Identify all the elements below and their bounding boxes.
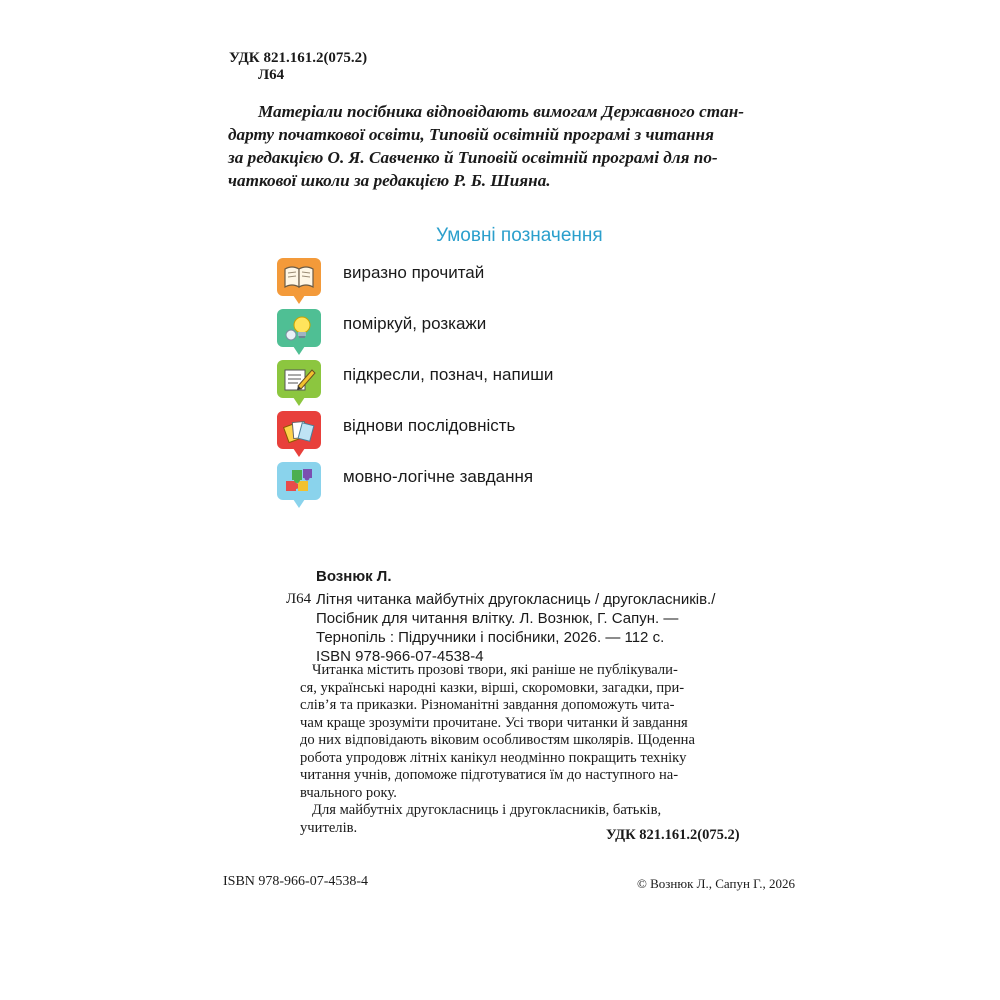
legend-item-logic bbox=[277, 462, 677, 508]
annotation-line: учителів. bbox=[300, 819, 358, 836]
pencil-note-icon bbox=[277, 360, 321, 398]
annotation-line: до них відповідають віковим особливостям школярів. Щоденна bbox=[300, 732, 695, 748]
annotation-line: робота упродовж літніх канікул неодмінно покращить техніку bbox=[300, 749, 687, 766]
annotation-line: Читанка містить прозові твори, які раніше не публікували- bbox=[312, 662, 678, 678]
catalog-annotation bbox=[300, 662, 770, 837]
legend-item-sequence bbox=[277, 411, 677, 457]
legend-item-write bbox=[277, 360, 677, 406]
annotation-line: Для майбутніх другокласниць і другокласників, батьків, bbox=[312, 802, 662, 818]
library-code: Л64 bbox=[258, 67, 285, 83]
annotation-line: читання учнів, допоможе підготуватися їм до наступного на- bbox=[300, 767, 679, 783]
catalog-title-line: Літня читанка майбутніх другокласниць / другокласників./ bbox=[316, 591, 716, 608]
standards-note-line: за редакцією О. Я. Савченко й Типовій освітній програмі для по- bbox=[228, 148, 718, 167]
catalog-title-line: Посібник для читання влітку. Л. Вознюк, Г. Сапун. — bbox=[316, 610, 679, 627]
footer-isbn: ISBN 978-966-07-4538-4 bbox=[223, 874, 369, 889]
standards-note-line: чаткової школи за редакцією Р. Б. Шияна. bbox=[228, 171, 551, 190]
legend-label: підкресли, познач, напиши bbox=[343, 365, 554, 384]
lightbulb-icon bbox=[277, 309, 321, 347]
annotation-line: слів’я та приказки. Різноманітні завдання допоможуть чита- bbox=[300, 697, 675, 713]
puzzle-icon bbox=[277, 462, 321, 500]
legend-item-think bbox=[277, 309, 677, 355]
catalog-library-code: Л64 bbox=[286, 591, 312, 607]
catalog-isbn: ISBN 978-966-07-4538-4 bbox=[316, 648, 484, 665]
annotation-line: чам краще зрозуміти прочитане. Усі твори читанки й завдання bbox=[300, 714, 688, 731]
catalog-author: Вознюк Л. bbox=[316, 568, 392, 585]
standards-note-line: Матеріали посібника відповідають вимогам Державного стан- bbox=[258, 102, 745, 121]
annotation-line: ся, українські народні казки, вірші, скоромовки, загадки, при- bbox=[300, 679, 685, 696]
legend-label: віднови послідовність bbox=[343, 416, 516, 435]
standards-note bbox=[228, 100, 828, 192]
annotation-line: вчального року. bbox=[300, 784, 397, 801]
legend-label: мовно-логічне завдання bbox=[343, 467, 534, 486]
legend-title: Умовні позначення bbox=[436, 225, 603, 246]
legend-label: виразно прочитай bbox=[343, 263, 485, 282]
sequence-cards-icon bbox=[277, 411, 321, 449]
standards-note-line: дарту початкової освіти, Типовій освітній програмі з читання bbox=[228, 125, 714, 144]
open-book-icon bbox=[277, 258, 321, 296]
catalog-udk: УДК 821.161.2(075.2) bbox=[606, 827, 740, 843]
udk-code: УДК 821.161.2(075.2) bbox=[229, 50, 368, 66]
catalog-publisher-line: Тернопіль : Підручники і посібники, 2026. — 112 с. bbox=[316, 629, 665, 646]
legend-label: поміркуй, розкажи bbox=[343, 314, 487, 333]
legend-item-read bbox=[277, 258, 677, 304]
copyright-notice: © Вознюк Л., Сапун Г., 2026 bbox=[637, 876, 795, 891]
